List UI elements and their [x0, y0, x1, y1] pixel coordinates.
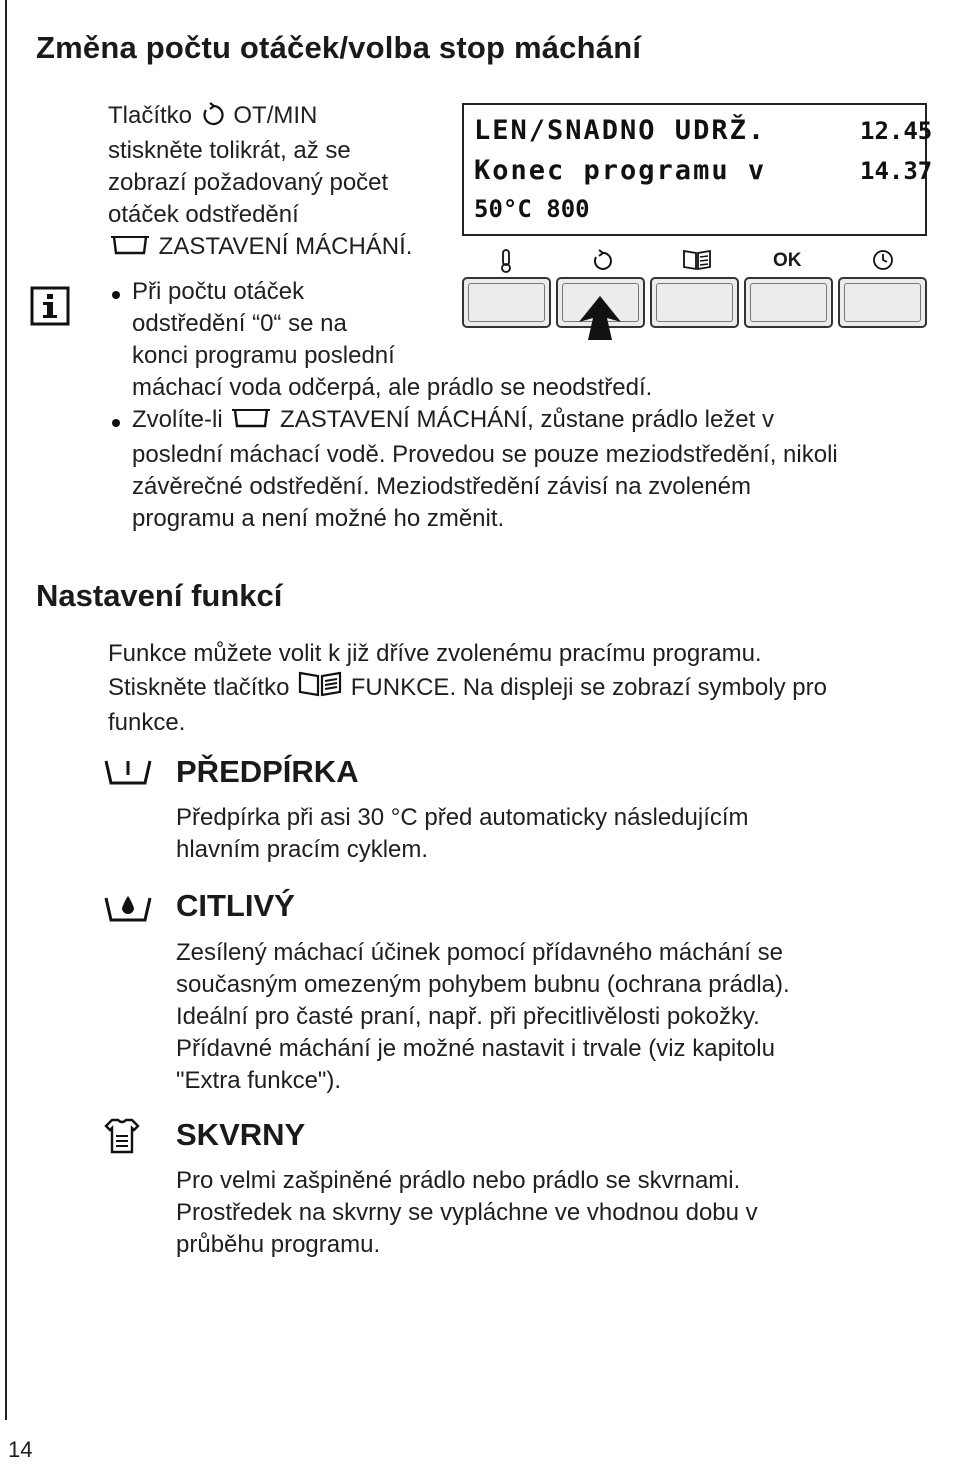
function-desc-line: současným omezeným pohybem bubnu (ochrana prádla). [176, 971, 790, 998]
functions-intro-line-2 [108, 670, 827, 707]
function-title-stains: SKVRNY [176, 1117, 306, 1152]
info-icon [30, 286, 70, 326]
lcd-line-1: LEN/SNADNO UDRŽ. [474, 115, 767, 146]
section-title-spin: Změna počtu otáček/volba stop máchání [36, 30, 642, 65]
functions-intro-line: Funkce můžete volit k již dříve zvolenému pracímu programu. [108, 640, 762, 667]
functions-intro-suffix: FUNKCE. Na displeji se zobrazí symboly pro [350, 674, 827, 701]
function-desc-line: Zesílený máchací účinek pomocí přídavného máchání se [176, 939, 783, 966]
note-2-prefix: Zvolíte-li [132, 406, 223, 433]
prewash-icon [102, 757, 154, 792]
lcd-time-2: 14.37 [860, 157, 933, 185]
function-desc-line: "Extra funkce"). [176, 1067, 342, 1094]
function-desc-line: hlavním pracím cyklem. [176, 836, 429, 863]
section-title-functions: Nastavení funkcí [36, 578, 283, 613]
note-1-line: odstředění “0“ se na [132, 310, 347, 337]
lcd-line-3: 50°C 800 [474, 195, 590, 223]
note-2 [132, 404, 838, 535]
function-desc-line: Prostředek na skvrny se vypláchne ve vhodnou dobu v [176, 1199, 758, 1226]
clock-icon [871, 248, 895, 277]
bullet-dot [112, 419, 120, 427]
intro-line-1 [108, 100, 412, 135]
note-2-line-1 [132, 404, 838, 439]
sensitive-icon [102, 890, 154, 929]
press-arrow-icon [577, 296, 623, 345]
intro-key-name: OT/MIN [233, 102, 318, 129]
note-2-line: závěrečné odstředění. Meziodstředění závisí na zvoleném [132, 473, 751, 500]
temperature-button[interactable] [462, 277, 551, 328]
intro-paragraph [108, 100, 412, 266]
functions-intro [108, 638, 827, 739]
lcd-display [462, 103, 933, 236]
intro-line-4: otáček odstředění [108, 201, 299, 228]
note-2-line: poslední máchací vodě. Provedou se pouze meziodstředění, nikoli [132, 441, 838, 468]
rinse-hold-icon [229, 406, 273, 439]
page-margin-line [5, 0, 7, 1420]
function-desc-sensitive [176, 937, 790, 1097]
ok-button[interactable] [744, 277, 833, 328]
note-2-line: programu a není možné ho změnit. [132, 505, 505, 532]
lcd-line-2: Konec programu v [474, 155, 767, 186]
intro-line-2: stiskněte tolikrát, až se [108, 137, 351, 164]
function-desc-line: Ideální pro časté praní, např. při přecitlivělosti pokožky. [176, 1003, 760, 1030]
function-desc-line: Předpírka při asi 30 °C před automaticky následujícím [176, 804, 749, 831]
lcd-time-1: 12.45 [860, 117, 933, 145]
thermometer-icon [498, 248, 514, 279]
spin-icon [589, 248, 615, 279]
note-1-line: konci programu poslední [132, 342, 395, 369]
function-title-prewash: PŘEDPÍRKA [176, 754, 359, 789]
functions-intro-line: funkce. [108, 709, 186, 736]
page-number: 14 [8, 1437, 33, 1462]
spin-icon [199, 102, 227, 135]
functions-intro-prefix: Stiskněte tlačítko [108, 674, 290, 701]
function-desc-stains [176, 1165, 758, 1261]
note-1-line: máchací voda odčerpá, ale prádlo se neodstředí. [132, 374, 653, 401]
function-desc-prewash [176, 802, 749, 866]
intro-line-3: zobrazí požadovaný počet [108, 169, 389, 196]
function-desc-line: Pro velmi zašpiněné prádlo nebo prádlo se skvrnami. [176, 1167, 741, 1194]
rinse-hold-icon [108, 233, 152, 266]
intro-line-5 [108, 231, 412, 266]
note-1-line: Při počtu otáček [132, 278, 305, 305]
function-icon [682, 248, 712, 277]
time-button[interactable] [838, 277, 927, 328]
intro-line-5-text: ZASTAVENÍ MÁCHÁNÍ. [158, 233, 413, 260]
function-desc-line: průběhu programu. [176, 1231, 381, 1258]
ok-label: OK [773, 250, 802, 271]
function-title-sensitive: CITLIVÝ [176, 888, 295, 923]
intro-prefix: Tlačítko [108, 102, 193, 129]
function-desc-line: Přídavné máchání je možné nastavit i trvale (viz kapitolu [176, 1035, 775, 1062]
stains-icon [102, 1118, 142, 1159]
function-icon [296, 670, 344, 707]
function-button[interactable] [650, 277, 739, 328]
note-2-suffix: ZASTAVENÍ MÁCHÁNÍ, zůstane prádlo ležet v [280, 406, 774, 433]
bullet-dot [112, 291, 120, 299]
